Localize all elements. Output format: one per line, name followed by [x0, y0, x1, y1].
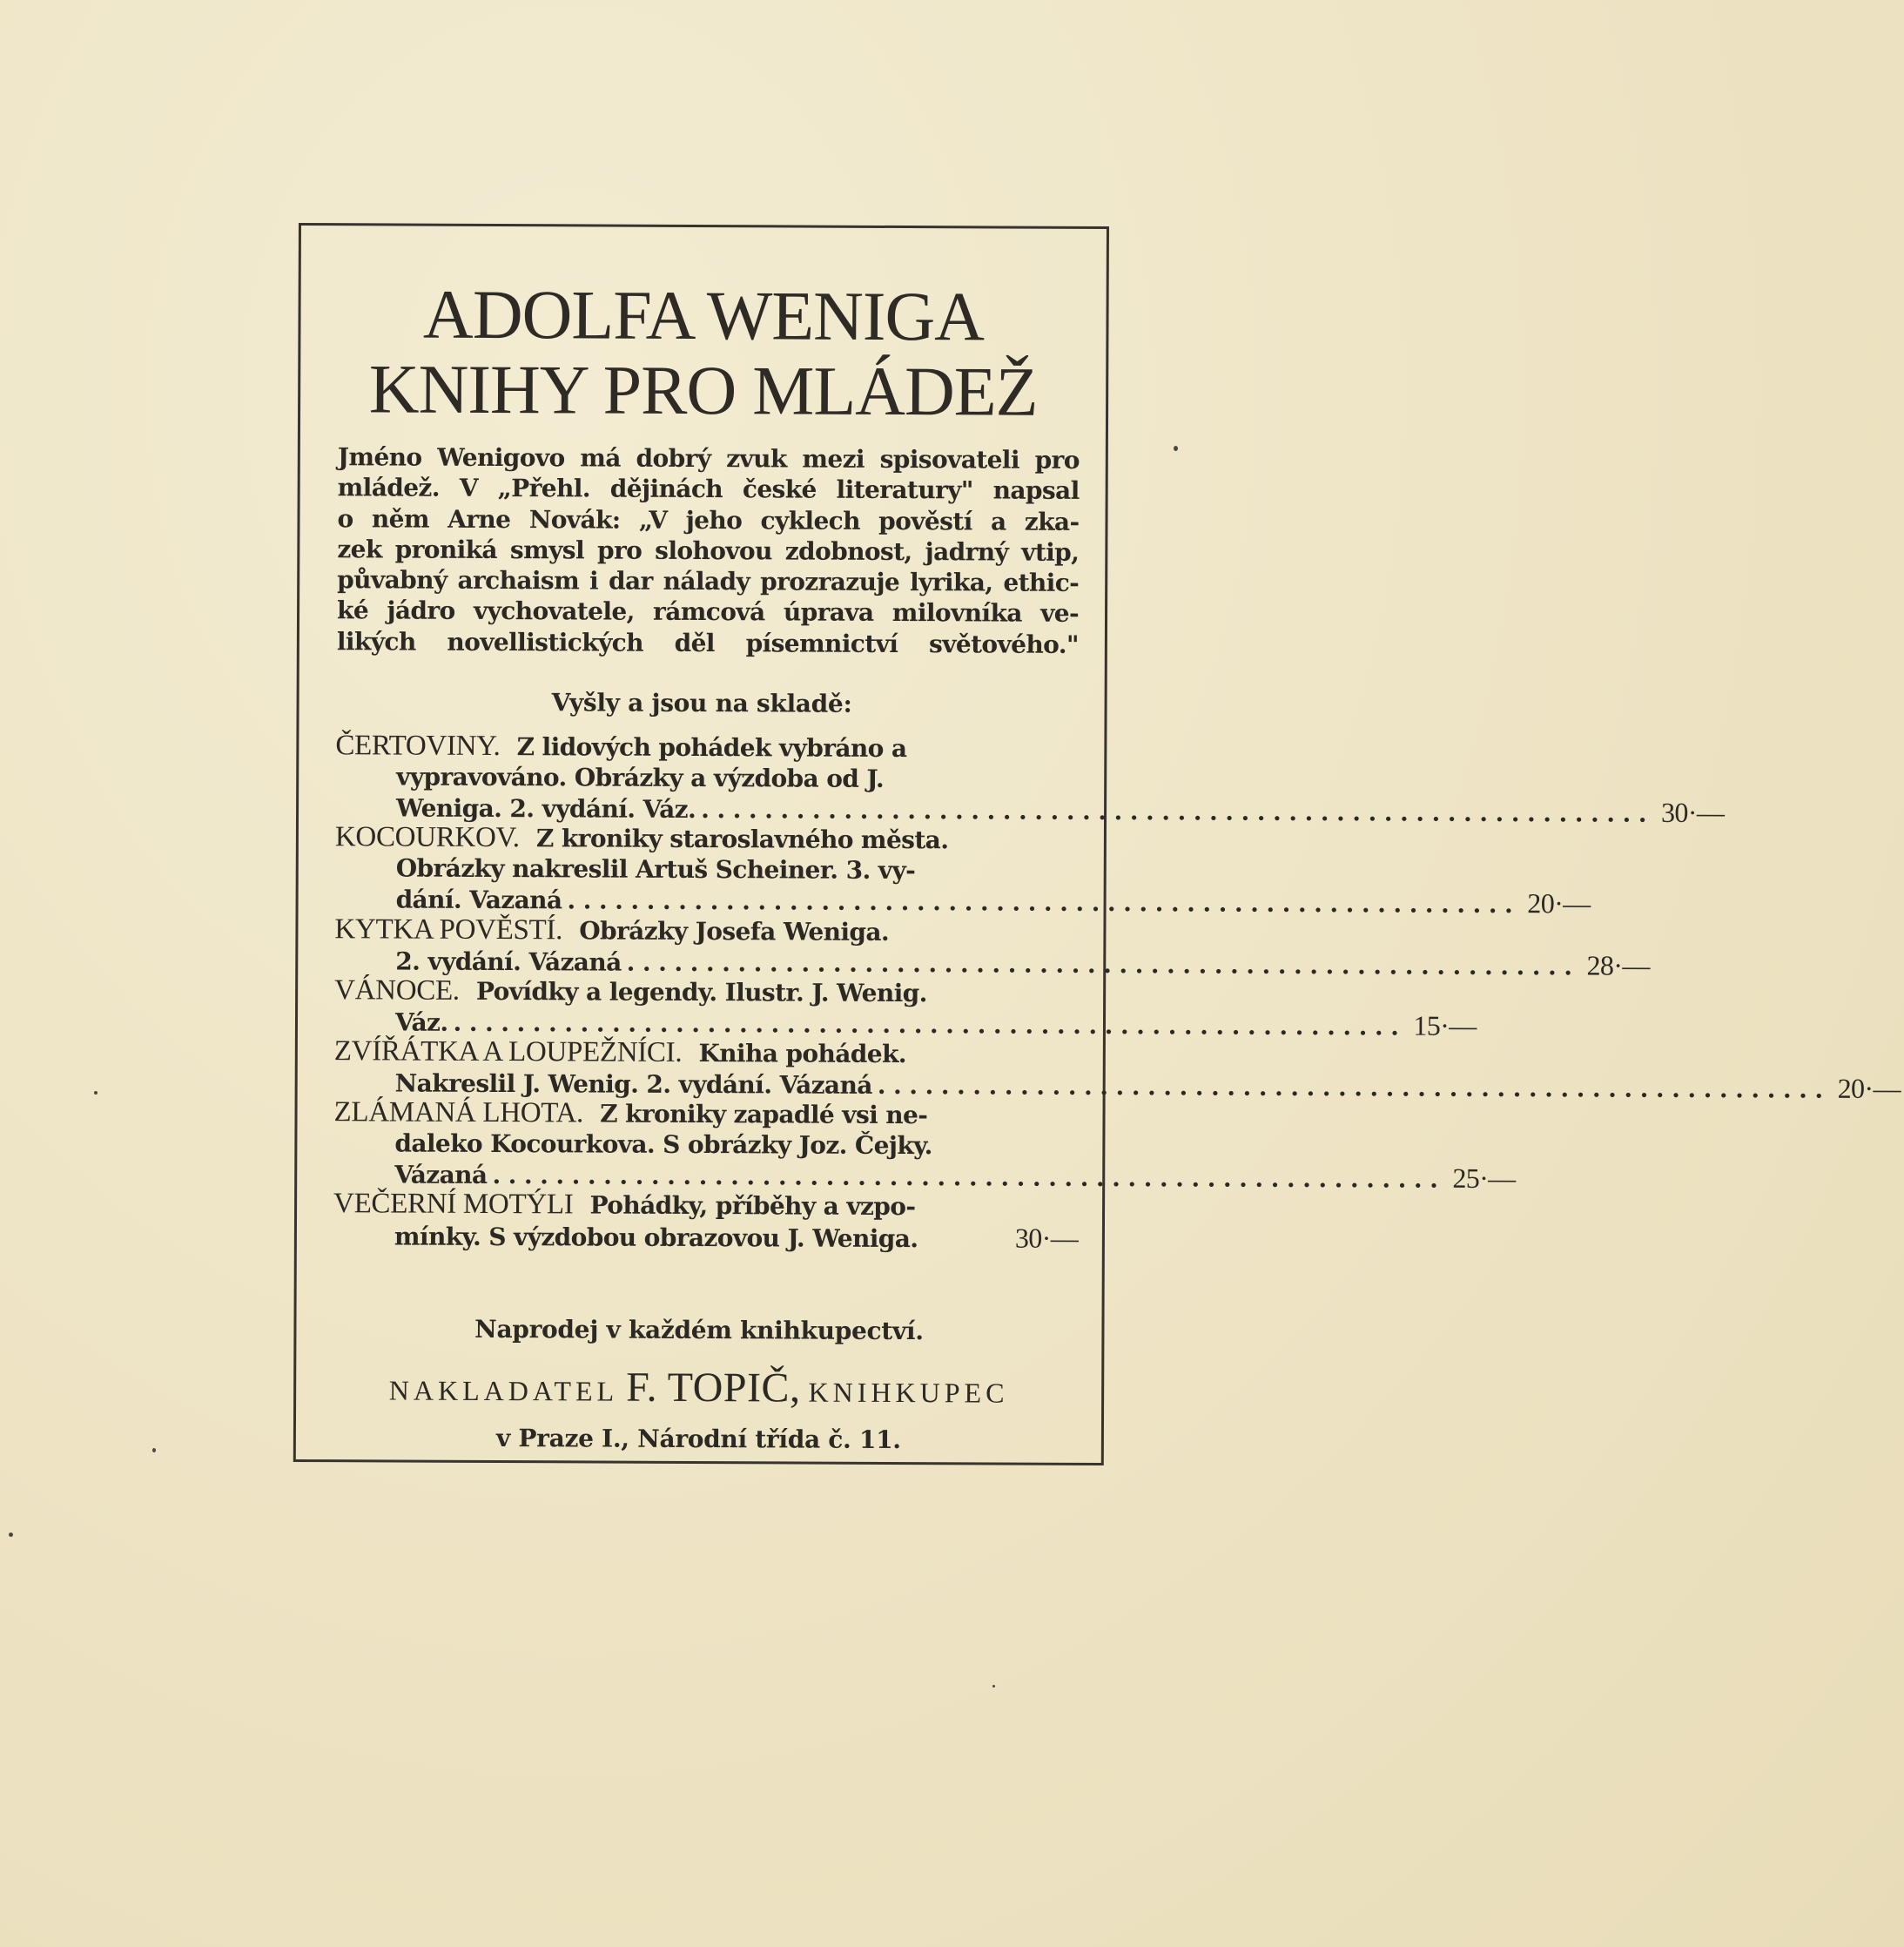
paper-speck [94, 1091, 98, 1095]
book-row [333, 1189, 1076, 1223]
book-row [335, 884, 1591, 920]
book-row [334, 914, 1077, 948]
book-entry [335, 730, 1725, 829]
book-description: Nakreslil J. Wenig. 2. vydání. Vázaná [394, 1068, 872, 1100]
book-description: Z kroniky staroslavného města. [535, 824, 949, 855]
book-description: dání. Vazaná [395, 885, 562, 915]
heading-subtitle: KNIHY PRO MLÁDEŽ [368, 351, 1038, 431]
intro-line: o něm Arne Novák: „V jeho cyklech pověstí a zka- [337, 503, 1080, 536]
book-row [334, 1036, 1077, 1070]
leader-dots: ............................................................ [492, 1161, 1446, 1195]
book-price: 20·— [1837, 1072, 1901, 1105]
publisher-prefix: NAKLADATEL [388, 1374, 619, 1407]
leader-dots: ............................................................ [701, 795, 1655, 828]
publisher-suffix: KNIHKUPEC [808, 1376, 1009, 1409]
book-row [335, 853, 1078, 887]
book-description: Obrázky nakreslil Artuš Scheiner. 3. vy- [395, 853, 916, 886]
book-row [335, 731, 1078, 765]
sale-note: Naprodej v každém knihkupectví. [474, 1314, 924, 1346]
book-description: Z kroniky zapadlé vsi ne- [600, 1099, 928, 1130]
book-description: Kniha pohádek. [698, 1038, 907, 1068]
intro-line: ké jádro vychovatele, rámcová úprava milovníka ve- [336, 596, 1080, 629]
publisher-line [296, 1362, 1101, 1413]
paper-speck [992, 1685, 995, 1688]
leader-dots: ............................................................ [626, 947, 1580, 981]
book-title: ČERTOVINY. [335, 730, 501, 763]
book-title: ZVÍŘÁTKA A LOUPEŽNÍCI. [333, 1035, 683, 1068]
leader-dots: ............................................................ [877, 1070, 1831, 1104]
book-entry [333, 1096, 1516, 1195]
book-title: VEČERNÍ MOTÝLI [333, 1188, 574, 1221]
book-description: mínky. S výzdobou obrazovou J. Weniga. [394, 1221, 918, 1253]
book-price: 15·— [1413, 1009, 1477, 1041]
book-row [335, 822, 1078, 856]
book-description: Weniga. 2. vydání. Váz. [395, 793, 696, 825]
paper-speck [152, 1448, 156, 1452]
paper-speck [1174, 446, 1178, 451]
leader-dots: ............................................................ [453, 1007, 1407, 1041]
book-entry [333, 1035, 1901, 1105]
book-description: Obrázky Josefa Weniga. [579, 915, 890, 947]
book-price: 20·— [1527, 887, 1591, 920]
book-price: 25·— [1452, 1162, 1516, 1195]
intro-paragraph [337, 441, 1080, 660]
book-description: 2. vydání. Vázaná [395, 947, 622, 977]
heading-author: ADOLFA WENIGA [422, 276, 985, 356]
book-row [333, 1158, 1516, 1195]
intro-line: mládež. V „Přehl. dějinách české literatury" napsal [337, 473, 1080, 506]
book-row [333, 1220, 1079, 1254]
book-description: Váz. [394, 1007, 448, 1037]
book-price: 28·— [1586, 949, 1650, 981]
book-title: KOCOURKOV. [334, 821, 520, 854]
book-entry [334, 913, 1650, 981]
book-row [334, 975, 1077, 1009]
book-entry [334, 821, 1591, 920]
book-row [335, 792, 1725, 829]
book-price: 30·— [1660, 797, 1725, 829]
book-entry [334, 974, 1477, 1041]
book-row [335, 761, 1078, 795]
advertisement-frame [293, 223, 1901, 1465]
paper-speck [9, 1533, 13, 1537]
book-description: Pohádky, příběhy a vzpo- [589, 1190, 916, 1222]
book-description: Vázaná [394, 1160, 488, 1190]
book-description: daleko Kocourkova. S obrázky Joz. Čejky. [394, 1128, 932, 1161]
intro-line: likých novellistických děl písemnictví světového." [336, 626, 1079, 659]
book-title: VÁNOCE. [334, 974, 460, 1007]
book-description: vypravováno. Obrázky a výzdoba od J. [396, 762, 885, 794]
book-row [334, 945, 1650, 981]
intro-line: zek proniká smysl pro slohovou zdobnost, jadrný vtip, [337, 535, 1080, 567]
book-price: 30·— [1014, 1222, 1079, 1254]
book-description: Z lidových pohádek vybráno a [516, 732, 907, 764]
intro-line: Jméno Wenigovo má dobrý zvuk mezi spisovateli pro [337, 442, 1080, 475]
available-heading: Vyšly a jsou na skladě: [551, 688, 852, 718]
book-title: KYTKA POVĚSTÍ. [334, 913, 563, 946]
book-list [333, 730, 1901, 1254]
publisher-address: v Praze I., Národní třída č. 11. [495, 1424, 901, 1455]
intro-line: půvabný archaism i dar nálady prozrazuje lyrika, ethic- [337, 565, 1080, 598]
book-row [334, 1006, 1477, 1041]
book-row [333, 1128, 1076, 1162]
book-description: Povídky a legendy. Ilustr. J. Wenig. [475, 976, 927, 1007]
leader-dots: ............................................................ [567, 886, 1521, 920]
book-entry [333, 1188, 1079, 1254]
book-row [334, 1067, 1901, 1105]
book-title: ZLÁMANÁ LHOTA. [333, 1096, 584, 1129]
publisher-name: F. TOPIČ, [626, 1364, 801, 1411]
book-row [333, 1097, 1076, 1131]
